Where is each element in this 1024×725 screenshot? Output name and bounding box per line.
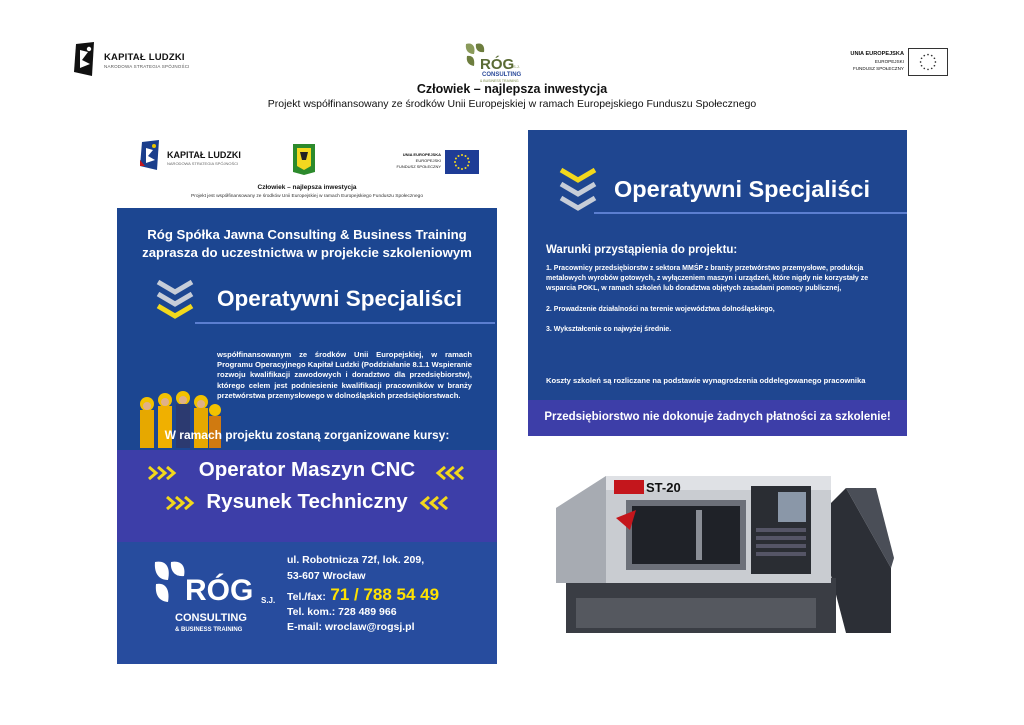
eu-line2: EUROPEJSKI (874, 59, 904, 64)
kapital-ludzki-mark-icon (139, 140, 161, 170)
eu-flag-icon (908, 48, 948, 76)
divider (594, 212, 907, 214)
email: E-mail: wroclaw@rogsj.pl (287, 621, 415, 633)
mobile-phone: Tel. kom.: 728 489 966 (287, 606, 397, 618)
condition-item: 2. Prowadzenie działalności na terenie województwa dolnośląskiego, (546, 305, 775, 313)
eu-flag-icon (445, 150, 479, 174)
address-line1: ul. Robotnicza 72f, lok. 209, (287, 554, 425, 566)
eu-star-icon (935, 61, 937, 63)
eu-star-icon (923, 55, 925, 57)
invitation-line1: Róg Spółka Jawna Consulting & Business Training (147, 227, 467, 242)
condition-item: 3. Wykształcenie co najwyżej średnie. (546, 325, 672, 333)
rog-sj: S.J. (261, 596, 276, 605)
poster-right (528, 130, 907, 664)
eu-star-icon (921, 57, 923, 59)
rog-word: RÓG (480, 56, 515, 73)
eu-star-icon (465, 167, 467, 169)
eu-star-icon (468, 161, 470, 163)
invitation-line2: zaprasza do uczestnictwa w projekcie szkoleniowym (142, 245, 472, 260)
chevron-down-icon (155, 278, 195, 320)
eu-star-icon (461, 168, 463, 170)
costs-note: Koszty szkoleń są rozliczane na podstawie wynagrodzenia oddelegowanego pracownika (546, 376, 866, 385)
rog-business-training: & BUSINESS TRAINING (480, 79, 519, 83)
rog-leaf-icon (153, 560, 187, 606)
poster-eu-text (397, 152, 441, 170)
eu-line1: UNIA EUROPEJSKA (850, 51, 904, 57)
eu-star-icon (921, 65, 923, 67)
eu-star-icon (461, 154, 463, 156)
poster-top-subtitle: Projekt jest współfinansowany ze środków Unii Europejskiej w ramach Europejskiego Funduszu Społecznego (191, 194, 423, 199)
page-subtitle: Projekt współfinansowany ze środków Unii Europejskiej w ramach Europejskiego Funduszu Społecznego (267, 98, 757, 110)
course-cnc: Operator Maszyn CNC (198, 458, 416, 481)
poster-eu-line3: FUNDUSZ SPOŁECZNY (396, 164, 441, 169)
project-description: współfinansowanym ze środków Unii Europejskiej, w ramach Programu Operacyjnego Kapitał Ludzki (Poddziałanie 8.1.1 Wspieranie rozwoju kwalifikacji zawodowych i doradztwo dla przedsiębiorstw), którego celem jest podniesienie kwalifikacji pracowników w branży przetwórstwa przemysłowego w dolnośląskich przedsiębiorstwach. (217, 350, 472, 400)
phone-number: 71 / 788 54 49 (330, 585, 440, 604)
eu-star-icon (927, 54, 929, 56)
poster-kl-sub: NARODOWA STRATEGIA SPÓJNOŚCI (167, 161, 239, 166)
poster-kl-title: KAPITAŁ LUDZKI (167, 150, 241, 160)
eu-star-icon (458, 167, 460, 169)
eu-star-icon (454, 161, 456, 163)
eu-star-icon (458, 155, 460, 157)
poster-kapital-ludzki-logo (139, 140, 259, 174)
eu-star-icon (931, 68, 933, 70)
no-payments-note: Przedsiębiorstwo nie dokonuje żadnych płatności za szkolenie! (544, 411, 891, 423)
rog-logo-poster (153, 560, 276, 644)
kapital-ludzki-logo (72, 42, 212, 76)
condition-item: 1. Pracownicy przedsiębiorstw z sektora MMŚP z branży przetwórstwo przemysłowe, produkcja metalowych wyrobów gotowych, z wyłączeniem maszyn i urządzeń, które nigdy nie korzystały ze wsparcia POKL, w ramach szkoleń lub doradztwa objętych zasadami pomocy publicznej, (546, 265, 869, 293)
course-drawing: Rysunek Techniczny (206, 490, 408, 513)
phone-label: Tel./fax: (287, 591, 326, 603)
conditions-heading: Warunki przystąpienia do projektu: (546, 244, 738, 256)
eu-star-icon (467, 165, 469, 167)
eu-text (850, 50, 904, 72)
eu-star-icon (455, 165, 457, 167)
poster-eu-line2: EUROPEJSKI (415, 158, 441, 163)
poster-eu-line1: UNIA EUROPEJSKA (402, 152, 441, 157)
eu-star-icon (923, 68, 925, 70)
poster-left (117, 128, 497, 664)
chevron-down-icon (558, 166, 598, 218)
project-name: Operatywni Specjaliści (217, 286, 463, 311)
rog-sj: S.J. (513, 64, 520, 69)
eu-star-icon (467, 158, 469, 160)
eu-star-icon (934, 57, 936, 59)
address-line2: 53-607 Wrocław (287, 570, 366, 582)
rog-consulting: CONSULTING (175, 612, 247, 624)
kapital-ludzki-mark-icon (72, 42, 98, 76)
kapital-ludzki-title: KAPITAŁ LUDZKI (104, 52, 185, 63)
eu-line3: FUNDUSZ SPOŁECZNY (852, 66, 904, 71)
eu-star-icon (931, 55, 933, 57)
eu-star-icon (920, 61, 922, 63)
eu-star-icon (934, 65, 936, 67)
poster-eu-logo (379, 150, 479, 174)
eu-star-icon (465, 155, 467, 157)
poster-top-title: Człowiek – najlepsza inwestycja (257, 184, 357, 191)
machine-label: ST-20 (646, 480, 681, 495)
dolnoslaskie-coat-icon (289, 142, 319, 176)
phone (287, 585, 439, 605)
address (287, 552, 424, 584)
eu-star-icon (455, 158, 457, 160)
conditions-list (546, 264, 886, 345)
rog-word: RÓG (185, 574, 254, 607)
project-name: Operatywni Specjaliści (614, 176, 870, 202)
rog-consulting: CONSULTING (482, 72, 522, 78)
divider (195, 322, 495, 324)
invitation-text (117, 226, 497, 262)
poster-left-header (117, 128, 497, 208)
page-title: Człowiek – najlepsza inwestycja (416, 82, 608, 96)
courses-intro: W ramach projektu zostaną zorganizowane kursy: (164, 428, 450, 442)
eu-star-icon (927, 69, 929, 71)
kapital-ludzki-subtitle: NARODOWA STRATEGIA SPÓJNOŚCI (104, 64, 190, 69)
cnc-machine-image (546, 448, 896, 648)
eu-logo-header (842, 48, 950, 78)
rog-business-training: & BUSINESS TRAINING (175, 627, 243, 633)
